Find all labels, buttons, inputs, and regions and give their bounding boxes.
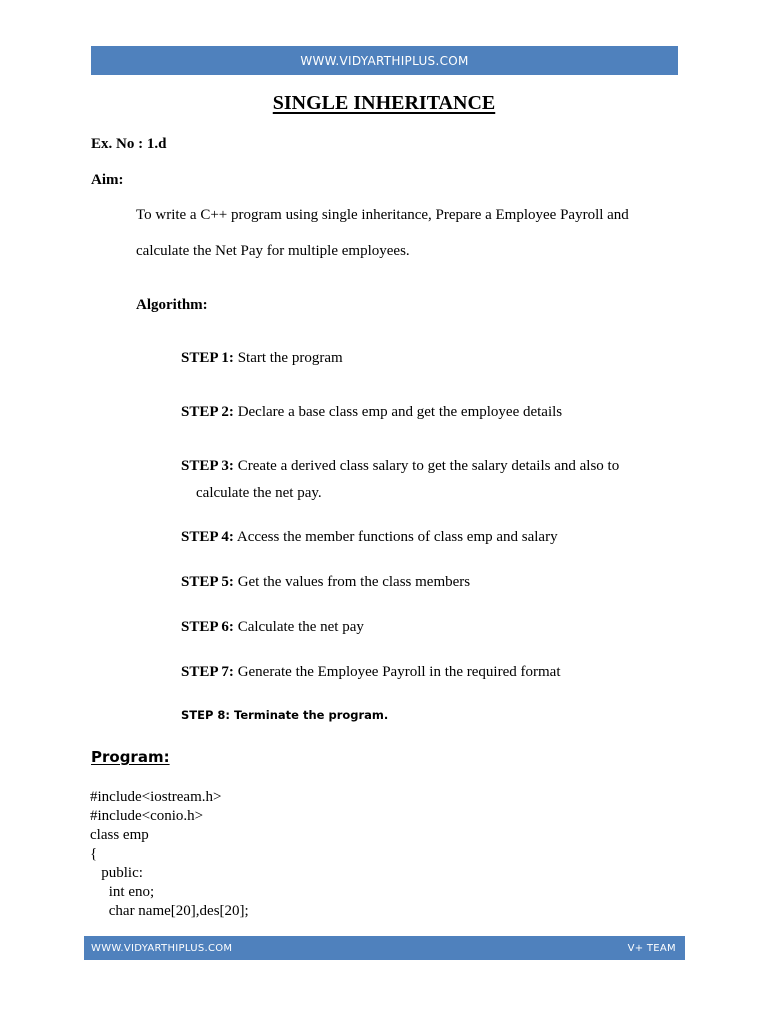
algorithm-step bbox=[181, 575, 470, 590]
code-line: class emp bbox=[90, 827, 149, 843]
step-text: Declare a base class emp and get the employee details bbox=[233, 404, 563, 420]
step-label: STEP 1: bbox=[181, 350, 234, 366]
step-text: Calculate the net pay bbox=[233, 619, 364, 635]
step-label: STEP 6: bbox=[181, 619, 234, 635]
exercise-number: Ex. No : 1.d bbox=[91, 136, 167, 152]
aim-text-line-1: To write a C++ program using single inheritance, Prepare a Employee Payroll and bbox=[136, 207, 629, 223]
algorithm-step bbox=[181, 665, 560, 680]
code-line: public: bbox=[90, 865, 143, 881]
step-continuation: calculate the net pay. bbox=[196, 485, 322, 501]
step-label: STEP 4: bbox=[181, 529, 234, 545]
step-label: STEP 3: bbox=[181, 458, 234, 474]
header-site-banner bbox=[91, 46, 678, 75]
algorithm-step bbox=[181, 530, 558, 545]
code-line: { bbox=[90, 846, 98, 862]
aim-label: Aim: bbox=[91, 172, 124, 188]
program-heading: Program: bbox=[91, 748, 170, 766]
algorithm-step-8: STEP 8: Terminate the program. bbox=[181, 708, 389, 722]
page-title: SINGLE INHERITANCE bbox=[272, 92, 496, 114]
step-label: STEP 7: bbox=[181, 664, 234, 680]
algorithm-step bbox=[181, 459, 619, 474]
algorithm-step bbox=[181, 405, 562, 420]
step-text: Get the values from the class members bbox=[233, 574, 471, 590]
code-line: char name[20],des[20]; bbox=[90, 903, 249, 919]
footer-team-label: V+ TEAM bbox=[627, 942, 676, 954]
algorithm-label: Algorithm: bbox=[136, 297, 208, 313]
code-line: int eno; bbox=[90, 884, 155, 900]
algorithm-step bbox=[181, 351, 343, 366]
footer-banner bbox=[84, 936, 685, 960]
step-label: STEP 2: bbox=[181, 404, 234, 420]
aim-text-line-2: calculate the Net Pay for multiple employees. bbox=[136, 243, 410, 259]
header-site-url: WWW.VIDYARTHIPLUS.COM bbox=[300, 53, 469, 68]
algorithm-step bbox=[181, 620, 364, 635]
step-text: Access the member functions of class emp and salary bbox=[233, 529, 558, 545]
step-label: STEP 5: bbox=[181, 574, 234, 590]
code-line: #include<conio.h> bbox=[90, 808, 204, 824]
step-text: Generate the Employee Payroll in the required format bbox=[233, 664, 561, 680]
code-block bbox=[90, 788, 249, 921]
step-text: Start the program bbox=[233, 350, 343, 366]
footer-site-url: WWW.VIDYARTHIPLUS.COM bbox=[91, 942, 233, 954]
code-line: #include<iostream.h> bbox=[90, 789, 222, 805]
step-text: Create a derived class salary to get the salary details and also to bbox=[233, 458, 620, 474]
